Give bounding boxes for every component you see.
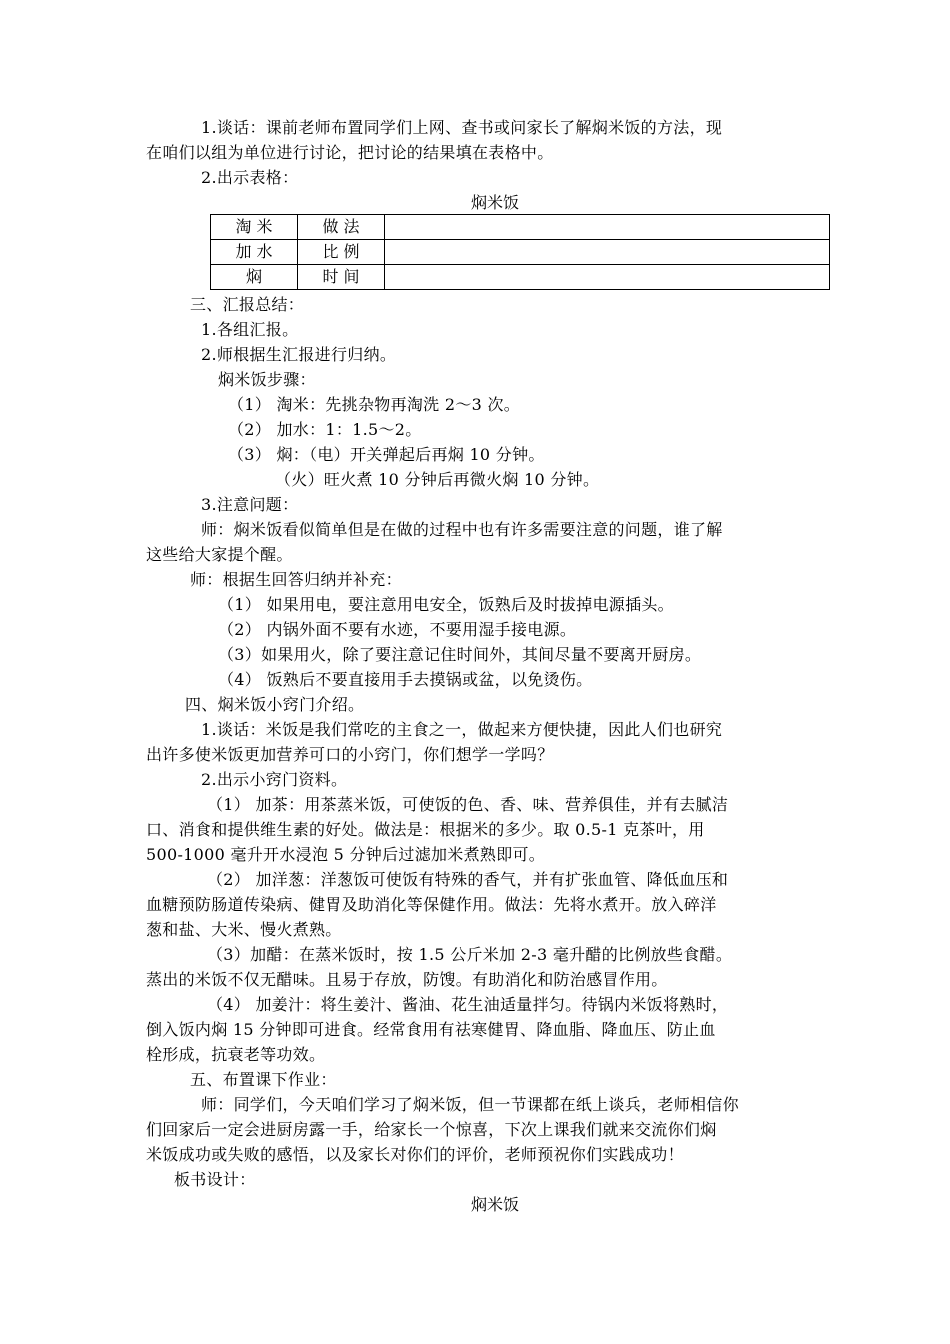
table-cell: 加 水 (211, 240, 298, 265)
text-line: 米饭成功或失败的感悟，以及家长对你们的评价，老师预祝你们实践成功！ (146, 1145, 684, 1164)
table-caption: 焖米饭 (470, 193, 519, 212)
list-item: （1） 加茶：用茶蒸米饭，可使饭的色、香、味、营养俱佳，并有去腻洁 (207, 795, 729, 814)
table-row (211, 215, 830, 240)
list-item: （3）加醋：在蒸米饭时，按 1.5 公斤米加 2-3 毫升醋的比例放些食醋。 (207, 945, 733, 964)
table-cell: 焖 (211, 265, 298, 290)
table-row (211, 265, 830, 290)
list-item: （火）旺火煮 10 分钟后再微火焖 10 分钟。 (275, 470, 600, 489)
table-row (211, 240, 830, 265)
text-line: 师：焖米饭看似简单但是在做的过程中也有许多需要注意的问题，谁了解 (201, 520, 723, 539)
list-item: （2） 加洋葱：洋葱饭可使饭有特殊的香气，并有扩张血管、降低血压和 (207, 870, 729, 889)
table-cell (385, 265, 830, 290)
list-item: （4） 加姜汁：将生姜汁、酱油、花生油适量拌匀。待锅内米饭将熟时， (207, 995, 729, 1014)
text-line: 葱和盐、大米、慢火煮熟。 (146, 920, 342, 939)
text-line: 血糖预防肠道传染病、健胃及助消化等保健作用。做法：先将水煮开。放入碎洋 (146, 895, 717, 914)
text-line: 2.出示小窍门资料。 (201, 770, 348, 789)
text-line: 口、消食和提供维生素的好处。做法是：根据米的多少。取 0.5-1 克茶叶，用 (146, 820, 705, 839)
text-line: 在咱们以组为单位进行讨论，把讨论的结果填在表格中。 (146, 143, 554, 162)
text-line: 这些给大家提个醒。 (146, 545, 293, 564)
text-line: 2.出示表格： (201, 168, 299, 187)
text-line: 500-1000 毫升开水浸泡 5 分钟后过滤加米煮熟即可。 (146, 845, 546, 864)
list-item: （2） 加水：1：1.5～2。 (228, 420, 422, 439)
list-item: （1） 淘米：先挑杂物再淘洗 2～3 次。 (228, 395, 521, 414)
board-title: 焖米饭 (470, 1195, 519, 1214)
text-line: 焖米饭步骤： (218, 370, 316, 389)
table-cell: 做 法 (298, 215, 385, 240)
section-heading: 五、布置课下作业： (190, 1070, 337, 1089)
text-line: 倒入饭内焖 15 分钟即可进食。经常食用有祛寒健胃、降血脂、降血压、防止血 (146, 1020, 716, 1039)
text-line: 师：根据生回答归纳并补充： (190, 570, 402, 589)
text-line: 们回家后一定会进厨房露一手，给家长一个惊喜，下次上课我们就来交流你们焖 (146, 1120, 717, 1139)
table-cell: 淘 米 (211, 215, 298, 240)
section-heading: 三、汇报总结： (190, 295, 305, 314)
list-item: （3） 焖：（电）开关弹起后再焖 10 分钟。 (228, 445, 545, 464)
list-item: （3）如果用火，除了要注意记住时间外，其间尽量不要离开厨房。 (218, 645, 702, 664)
text-line: 师：同学们，今天咱们学习了焖米饭，但一节课都在纸上谈兵，老师相信你 (201, 1095, 739, 1114)
section-heading: 四、焖米饭小窍门介绍。 (185, 695, 365, 714)
text-line: 1.谈话：米饭是我们常吃的主食之一，做起来方便快捷，因此人们也研究 (201, 720, 723, 739)
list-item: （1） 如果用电，要注意用电安全，饭熟后及时拔掉电源插头。 (218, 595, 674, 614)
rice-method-table (210, 214, 830, 290)
text-line: 1.谈话：课前老师布置同学们上网、查书或问家长了解焖米饭的方法，现 (201, 118, 723, 137)
table-cell (385, 240, 830, 265)
text-line: 出许多使米饭更加营养可口的小窍门，你们想学一学吗？ (146, 745, 554, 764)
text-line: 3.注意问题： (201, 495, 299, 514)
list-item: （2） 内锅外面不要有水迹，不要用湿手接电源。 (218, 620, 577, 639)
table-cell: 比 例 (298, 240, 385, 265)
text-line: 蒸出的米饭不仅无醋味。且易于存放，防馊。有助消化和防治感冒作用。 (146, 970, 668, 989)
text-line: 2.师根据生汇报进行归纳。 (201, 345, 397, 364)
text-line: 栓形成，抗衰老等功效。 (146, 1045, 326, 1064)
text-line: 板书设计： (174, 1170, 256, 1189)
table-cell (385, 215, 830, 240)
list-item: （4） 饭熟后不要直接用手去摸锅或盆，以免烫伤。 (218, 670, 593, 689)
text-line: 1.各组汇报。 (201, 320, 299, 339)
table-cell: 时 间 (298, 265, 385, 290)
